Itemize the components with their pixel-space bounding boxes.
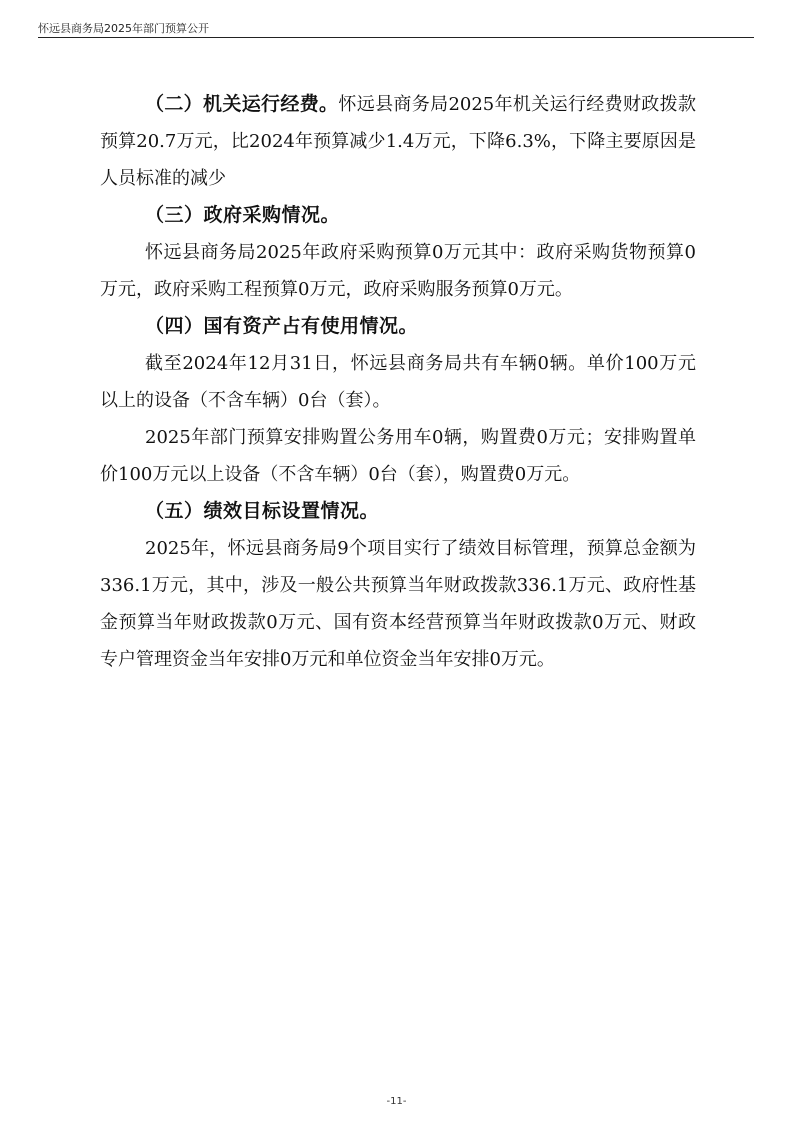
section-4-paragraph-1: 截至2024年12月31日，怀远县商务局共有车辆0辆。单价100万元以上的设备（不含车辆）0台（套）。 bbox=[100, 353, 696, 411]
section-3-heading: （三）政府采购情况。 bbox=[145, 204, 341, 226]
section-2-text: 怀远县商务局2025年机关运行经费财政拨款预算20.7万元，比2024年预算减少1.4万元，下降6.3%，下降主要原因是人员标准的减少 bbox=[100, 94, 696, 189]
section-5-heading: （五）绩效目标设置情况。 bbox=[145, 500, 380, 522]
section-2-heading: （二）机关运行经费。 bbox=[145, 93, 339, 115]
document-body bbox=[100, 86, 696, 678]
section-3-paragraph-1: 怀远县商务局2025年政府采购预算0万元其中：政府采购货物预算0万元，政府采购工程预算0万元，政府采购服务预算0万元。 bbox=[100, 242, 696, 300]
header-title: 怀远县商务局2025年部门预算公开 bbox=[38, 22, 209, 35]
section-5-paragraph-1: 2025年，怀远县商务局9个项目实行了绩效目标管理，预算总金额为336.1万元，其中，涉及一般公共预算当年财政拨款336.1万元、政府性基金预算当年财政拨款0万元、国有资本经营预算当年财政拨款0万元、财政专户管理资金当年安排0万元和单位资金当年安排0万元。 bbox=[100, 538, 696, 670]
section-4-paragraph-2: 2025年部门预算安排购置公务用车0辆，购置费0万元；安排购置单价100万元以上设备（不含车辆）0台（套），购置费0万元。 bbox=[100, 427, 696, 485]
page-header bbox=[38, 14, 754, 38]
section-4-heading: （四）国有资产占有使用情况。 bbox=[145, 315, 419, 337]
page-number: -11- bbox=[386, 1096, 407, 1107]
section-2-paragraph bbox=[100, 86, 696, 197]
